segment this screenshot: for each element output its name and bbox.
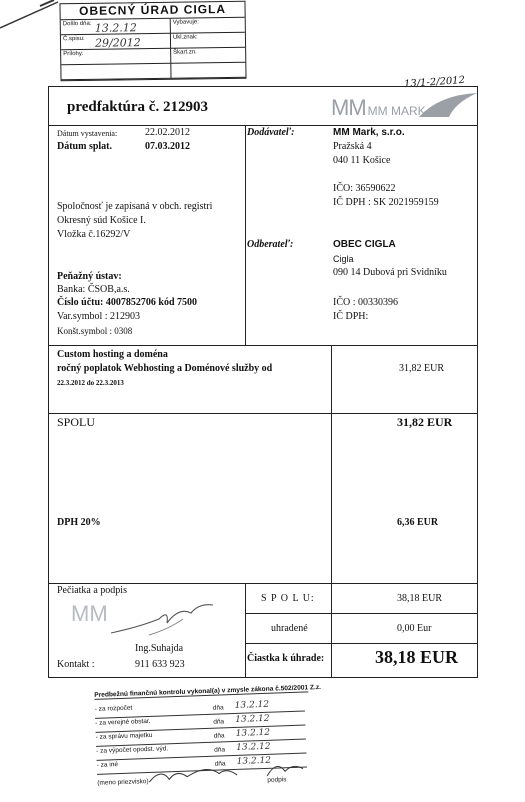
stamp-cell xyxy=(171,33,245,49)
stamp-cell xyxy=(171,63,245,79)
paid-label: uhradené xyxy=(271,623,308,634)
customer-address: Cigla xyxy=(333,254,354,264)
signature-image xyxy=(109,599,219,639)
supplier-name: MM Mark, s.r.o. xyxy=(333,127,405,138)
bank-name: Banka: ČSOB,a.s. xyxy=(57,284,130,295)
bank-heading: Peňažný ústav: xyxy=(57,271,122,282)
supplier-ico: IČO: 36590622 xyxy=(333,183,396,194)
row-date-label: dňa xyxy=(213,732,225,740)
customer-city: 090 14 Dubová pri Svidníku xyxy=(333,267,447,278)
supplier-vat-id: IČ DPH : SK 2021959159 xyxy=(333,197,439,208)
customer-name: OBEC CIGLA xyxy=(333,239,396,250)
stamp-label: Prílohy: xyxy=(63,50,84,58)
item-title: Custom hosting a doména xyxy=(57,349,168,360)
variable-symbol: Var.symbol : 212903 xyxy=(57,311,141,322)
logo-text: MM MARK xyxy=(367,104,426,118)
row-handwritten-date: 13.2.12 xyxy=(235,727,271,739)
mm-mark-logo: MM MM MARK xyxy=(331,95,426,121)
item-period: 22.3.2012 do 22.3.2013 xyxy=(57,379,124,387)
constant-symbol: Konšt.symbol : 0308 xyxy=(57,326,133,336)
customer-ico: IČO : 00330396 xyxy=(333,297,398,308)
registry-line: Spoločnosť je zapísaná v obch. registri xyxy=(57,201,213,212)
subtotal-label: SPOLU xyxy=(57,415,96,429)
due-date: 07.03.2012 xyxy=(145,141,190,152)
signature-label: podpis xyxy=(267,776,287,784)
row-handwritten-date: 13.2.12 xyxy=(236,755,272,767)
stamp-logo: MM xyxy=(71,601,108,626)
issue-date: 22.02.2012 xyxy=(145,127,190,138)
registry-line: Okresný súd Košice I. xyxy=(57,215,146,226)
row-date-label: dňa xyxy=(214,760,226,768)
total-amount: 38,18 EUR xyxy=(397,593,442,604)
row-date-label: dňa xyxy=(212,704,224,712)
invoice-title: predfaktúra č. 212903 xyxy=(67,99,208,115)
row-date-label: dňa xyxy=(213,718,225,726)
corner-mark xyxy=(0,0,60,40)
signer-name: Ing.Suhajda xyxy=(135,643,184,654)
invoice xyxy=(48,86,478,678)
registry-stamp-title: OBECNÝ ÚRAD CIGLA xyxy=(60,2,244,21)
account-number: Číslo účtu: 4007852706 kód 7500 xyxy=(57,297,198,308)
stamp-label: Ukl.znak: xyxy=(172,34,198,41)
registry-line: Vložka č.16292/V xyxy=(57,229,131,240)
contact-label: Kontakt : xyxy=(57,659,95,670)
supplier-label: Dodávateľ: xyxy=(247,127,295,138)
stamp-cell xyxy=(61,34,171,51)
amount-due-label: Čiastka k úhrade: xyxy=(247,653,325,664)
row-label: - za správu majetku xyxy=(95,731,153,741)
total-label: S P O L U: xyxy=(261,593,315,604)
supplier-address: Pražská 4 xyxy=(333,141,372,152)
customer-vat-id: IČ DPH: xyxy=(333,311,369,322)
vat-label: DPH 20% xyxy=(57,517,101,528)
row-handwritten-date: 13.2.12 xyxy=(235,713,270,725)
stamp-label: Vybavuje: xyxy=(172,19,199,26)
handwritten-reference: 13/1-2/2012 xyxy=(403,74,466,91)
issue-date-label: Dátum vystavenia: xyxy=(57,129,118,138)
stamp-cell xyxy=(61,19,171,36)
vat-amount: 6,36 EUR xyxy=(397,517,439,528)
row-label: - za rozpočet xyxy=(94,704,133,713)
row-label: (meno priezvisko) xyxy=(97,778,149,787)
handwritten-file-no: 29/2012 xyxy=(94,36,141,50)
stamp-cell xyxy=(171,48,245,64)
row-handwritten-date: 13.2.12 xyxy=(234,699,270,711)
row-handwritten-date: 13.2.12 xyxy=(236,741,271,753)
stamp-label: Škart.zn. xyxy=(173,49,197,56)
finance-stamp-title: Predbežnú finančnú kontrolu vykonal(a) v zmysle zákona č.502/2001 Z.z. xyxy=(94,683,322,699)
finance-control-stamp xyxy=(94,683,322,802)
due-date-label: Dátum splat. xyxy=(57,141,113,152)
shark-fin-icon xyxy=(419,93,479,119)
registry-stamp xyxy=(59,1,246,82)
stamp-cell xyxy=(171,18,245,34)
row-date-label: dňa xyxy=(214,746,226,754)
row-label: - za výpočet opodst. výd. xyxy=(96,745,169,755)
stamp-signature-label: Pečiatka a podpis xyxy=(57,585,127,596)
stamp-cell xyxy=(61,64,171,81)
customer-label: Odberateľ: xyxy=(247,239,294,250)
supplier-city: 040 11 Košice xyxy=(333,155,391,166)
contact-phone: 911 633 923 xyxy=(135,659,185,670)
stamp-label: Č.spisu: xyxy=(62,35,85,43)
item-description: ročný poplatok Webhosting a Doménové služby od xyxy=(57,363,273,374)
stamp-cell xyxy=(61,49,171,66)
row-label: - za verejné obstar. xyxy=(95,717,151,727)
handwritten-date: 13.2.12 xyxy=(94,21,137,35)
subtotal-amount: 31,82 EUR xyxy=(397,415,453,429)
stamp-label: Došlo dňa: xyxy=(62,20,92,28)
amount-due: 38,18 EUR xyxy=(375,647,459,667)
paid-amount: 0,00 Eur xyxy=(397,623,432,634)
row-label: - za iné xyxy=(96,761,119,769)
item-amount: 31,82 EUR xyxy=(399,363,444,374)
